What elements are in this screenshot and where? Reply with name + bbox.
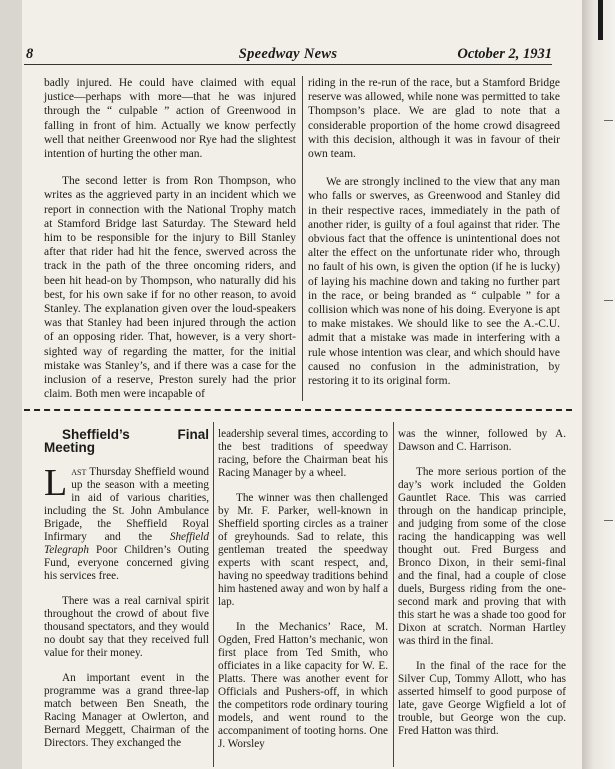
paragraph: An important event in the programme was a grand three-lap match between Ben Sneath, the Racing Manager at Owlerton, and Bernard Meggett, Chairman of the Directors. They exchanged the: [44, 672, 209, 749]
page-number: 8: [26, 46, 34, 62]
issue-date: October 2, 1931: [457, 46, 552, 62]
column-divider: [302, 76, 303, 401]
edge-tick: [604, 300, 613, 301]
section-title: Sheffield’s Final Meeting: [44, 427, 209, 455]
section-divider: [24, 409, 572, 411]
bottom-column-2: [218, 428, 388, 763]
bottom-column-3: [398, 428, 566, 750]
paragraph: The winner was then challenged by Mr. F. Parker, well-known in Sheffield sporting circles as a trainer of greyhounds. Sad to relate, this gentleman treated the speedway experts with scant respect, and, having no speedway traditions behind him hastened away and won by half a lap.: [218, 492, 388, 608]
paragraph: The more serious portion of the day’s work included the Golden Gauntlet Race. This was carried through on the handicap principle, and judging from some of the close racing the handicapping was well thought out. Fred Burgess and Bronco Dixon, in their semi-final and the final, had a couple of close duels, Burgess riding from the one-second mark and proving that with this start he was a shade too good for Dixon at scratch. Norman Hartley was third in the final.: [398, 466, 566, 647]
edge-tick: [604, 120, 613, 121]
paragraph: badly injured. He could have claimed with equal justice—perhaps with more—that he was injured through the “ culpable ” action of Greenwood in falling in front of him. Actually we know perfectly well that neither Greenwood nor Rye had the slightest intention of hurting the other man.: [44, 77, 296, 161]
paragraph: was the winner, followed by A. Dawson and C. Harrison.: [398, 428, 566, 453]
page-edge: [582, 0, 615, 769]
paragraph: The second letter is from Ron Thompson, who writes as the aggrieved party in an incident which we report in connection with the National Trophy match at Stamford Bridge last Saturday. The Steward held him to be responsible for the injury to Bill Stanley after that rider had hit the fence, swerved across the track in the path of the three oncoming riders, and been hit head-on by Thompson, who naturally did his best, for his own sake if for no other reason, to avoid Stanley. The explanation given over the loud-speakers was that Stanley had been injured through the action of an opposing rider. That, however, is a very short-sighted way of regarding the matter, for the initial mistake was Stanley’s, and if there was a case for the inclusion of a reserve, Preston surely had the prior claim. Both men were incapable of: [44, 175, 296, 401]
column-divider: [393, 422, 394, 767]
drop-cap: L: [44, 462, 68, 504]
paragraph: leadership several times, according to the best traditions of speedway racing, before the Chairman beat his Racing Manager by a wheel.: [218, 428, 388, 479]
opening-paragraph: Last Thursday Sheffield wound up the season with a meeting in aid of various charities, including the St. John Ambulance Brigade, the Sheffield Royal Infirmary and the Sheffield Telegraph Poor Children’s Outing Fund, everyone concerned giving his services free.: [44, 462, 209, 582]
paragraph: In the final of the race for the Silver Cup, Tommy Allott, who has asserted himself to good purpose of late, gave George Wigfield a lot of trouble, but George won the cup. Fred Hatton was third.: [398, 660, 566, 737]
header-rule: [24, 64, 552, 65]
column-divider: [213, 422, 214, 767]
paragraph: riding in the re-run of the race, but a Stamford Bridge reserve was allowed, while none was permitted to take Thompson’s place. We are glad to note that a considerable proportion of the home crowd disagreed with this decision, although it was in favour of their own team.: [308, 77, 560, 161]
paragraph: In the Mechanics’ Race, M. Ogden, Fred Hatton’s mechanic, won first place from Ted Smith, who officiates in a like capacity for W. E. Platts. There was another event for Officials and Pushers-off, in which the competitors rode ordinary touring models, and went round to the accompaniment of tooting horns. One J. Worsley: [218, 621, 388, 750]
paragraph: There was a real carnival spirit throughout the crowd of about five thousand spectators, and they would no doubt say that they received full value for their money.: [44, 595, 209, 659]
paragraph: We are strongly inclined to the view that any man who falls or swerves, as Greenwood and Stanley did in their respective races, immediately in the path of another rider, is guilty of a foul against that rider. The obvious fact that the offence is unintentional does not alter the effect on the unfortunate rider who, through no fault of his own, is given the option (if he is lucky) of laying his machine down and taking no further part in the race, or being branded as “ culpable ” for a collision which was none of his doing. Everyone is apt to make mistakes. We should like to see the A.-C.U. admit that a mistake was made in interfering with a rule whose intention was clear, and which should have caused no confusion in the administration, by restoring it to its original form.: [308, 176, 560, 388]
top-right-column: [308, 76, 560, 401]
top-left-column: [44, 76, 296, 414]
publication-title: Speedway News: [238, 46, 338, 62]
page-header: [24, 44, 552, 66]
edge-tick: [604, 520, 613, 521]
binding-mark: [598, 0, 603, 40]
bottom-column-1: [44, 428, 209, 762]
